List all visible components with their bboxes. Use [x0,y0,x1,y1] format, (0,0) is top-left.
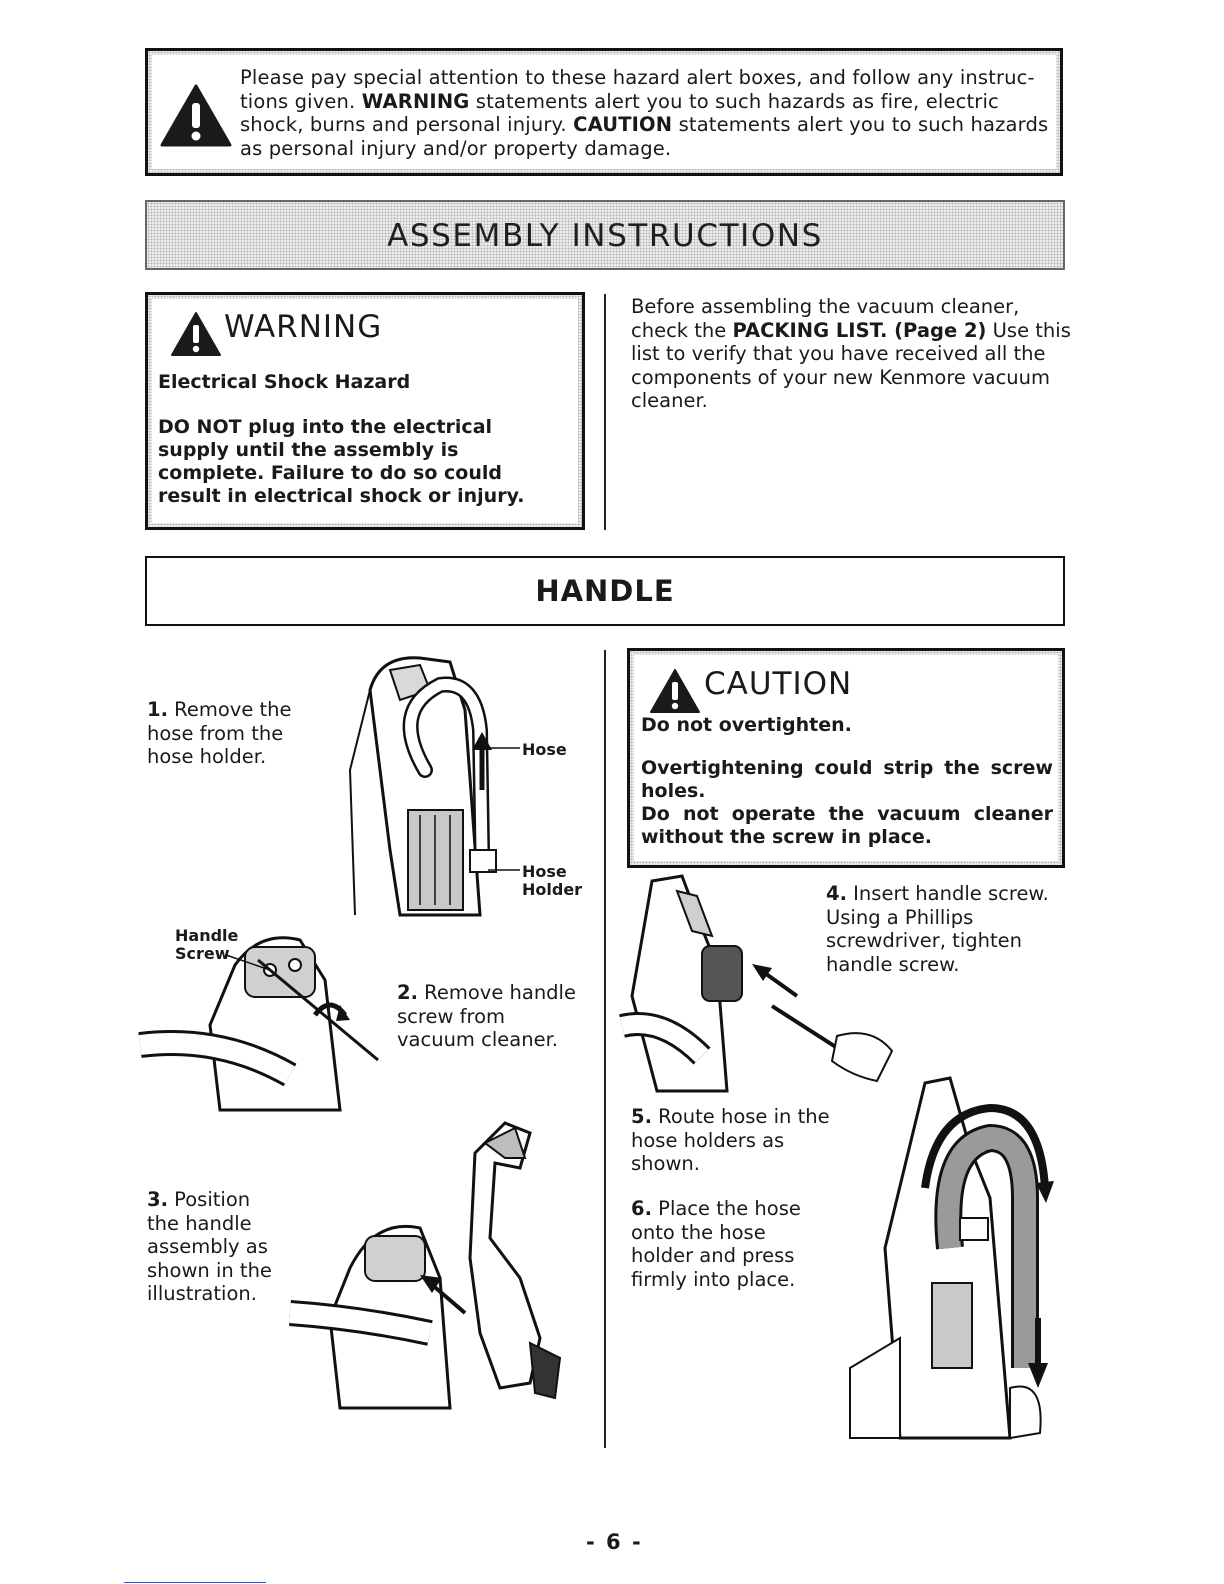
warning-subtitle: Electrical Shock Hazard [158,371,411,393]
step-3: 3. Position the handle assembly as shown in the illustration. [147,1188,272,1305]
assembly-instructions-banner [145,200,1065,270]
handle-assembly-position-illustration [290,1118,580,1408]
step-5: 5. Route hose in the hose holders as shown. [631,1105,830,1175]
handle-screw-label: Handle Screw [175,926,239,963]
warning-triangle-icon [170,311,222,357]
step-2: 2. Remove handle screw from vacuum cleaner. [397,981,576,1051]
column-divider [604,650,606,1448]
handle-section-heading [145,556,1065,626]
warning-triangle-icon [649,668,701,714]
hazard-line-1: Please pay special attention to these hazard alert boxes, and follow any instruc- [240,66,1035,89]
step-6: 6. Place the hose onto the hose holder and press firmly into place. [631,1197,801,1291]
handle-screw-removal-illustration [140,925,390,1110]
hazard-line-4: as personal injury and/or property damage. [240,136,672,160]
hose-label: Hose [522,740,567,759]
step-1: 1. Remove the hose from the hose holder. [147,698,292,768]
footer-link-underline [124,1582,266,1583]
caution-title: CAUTION [704,666,853,702]
column-divider [604,294,606,530]
page-number: - 6 - [586,1530,643,1554]
hose-holder-label: Hose Holder [522,862,583,899]
hazard-line-2: tions given. WARNING statements alert you to such hazards as fire, electric [240,89,999,113]
step-4: 4. Insert handle screw. Using a Phillips screwdriver, tighten handle screw. [826,882,1049,976]
vacuum-hose-removal-illustration [330,650,530,918]
assembly-instructions-title: ASSEMBLY INSTRUCTIONS [387,218,823,254]
hazard-line-3: shock, burns and personal injury. CAUTION statements alert you to such hazards [240,113,1049,136]
handle-title: HANDLE [535,574,675,608]
intro-paragraph: Before assembling the vacuum cleaner, check the PACKING LIST. (Page 2) Use this list to verify that you have received all the components of your new Kenmore vacuum cleaner. [631,295,1071,412]
caution-body: Overtightening could strip the screw holes. Do not operate the vacuum cleaner without the screw in place. [641,757,1053,848]
caution-subtitle: Do not overtighten. [641,714,852,736]
hazard-alert-text [240,66,1052,160]
warning-body: DO NOT plug into the electrical supply until the assembly is complete. Failure to do so could result in electrical shock or injury. [158,416,525,507]
warning-title: WARNING [224,309,383,345]
route-hose-illustration [840,1068,1065,1448]
warning-triangle-icon [160,83,232,147]
